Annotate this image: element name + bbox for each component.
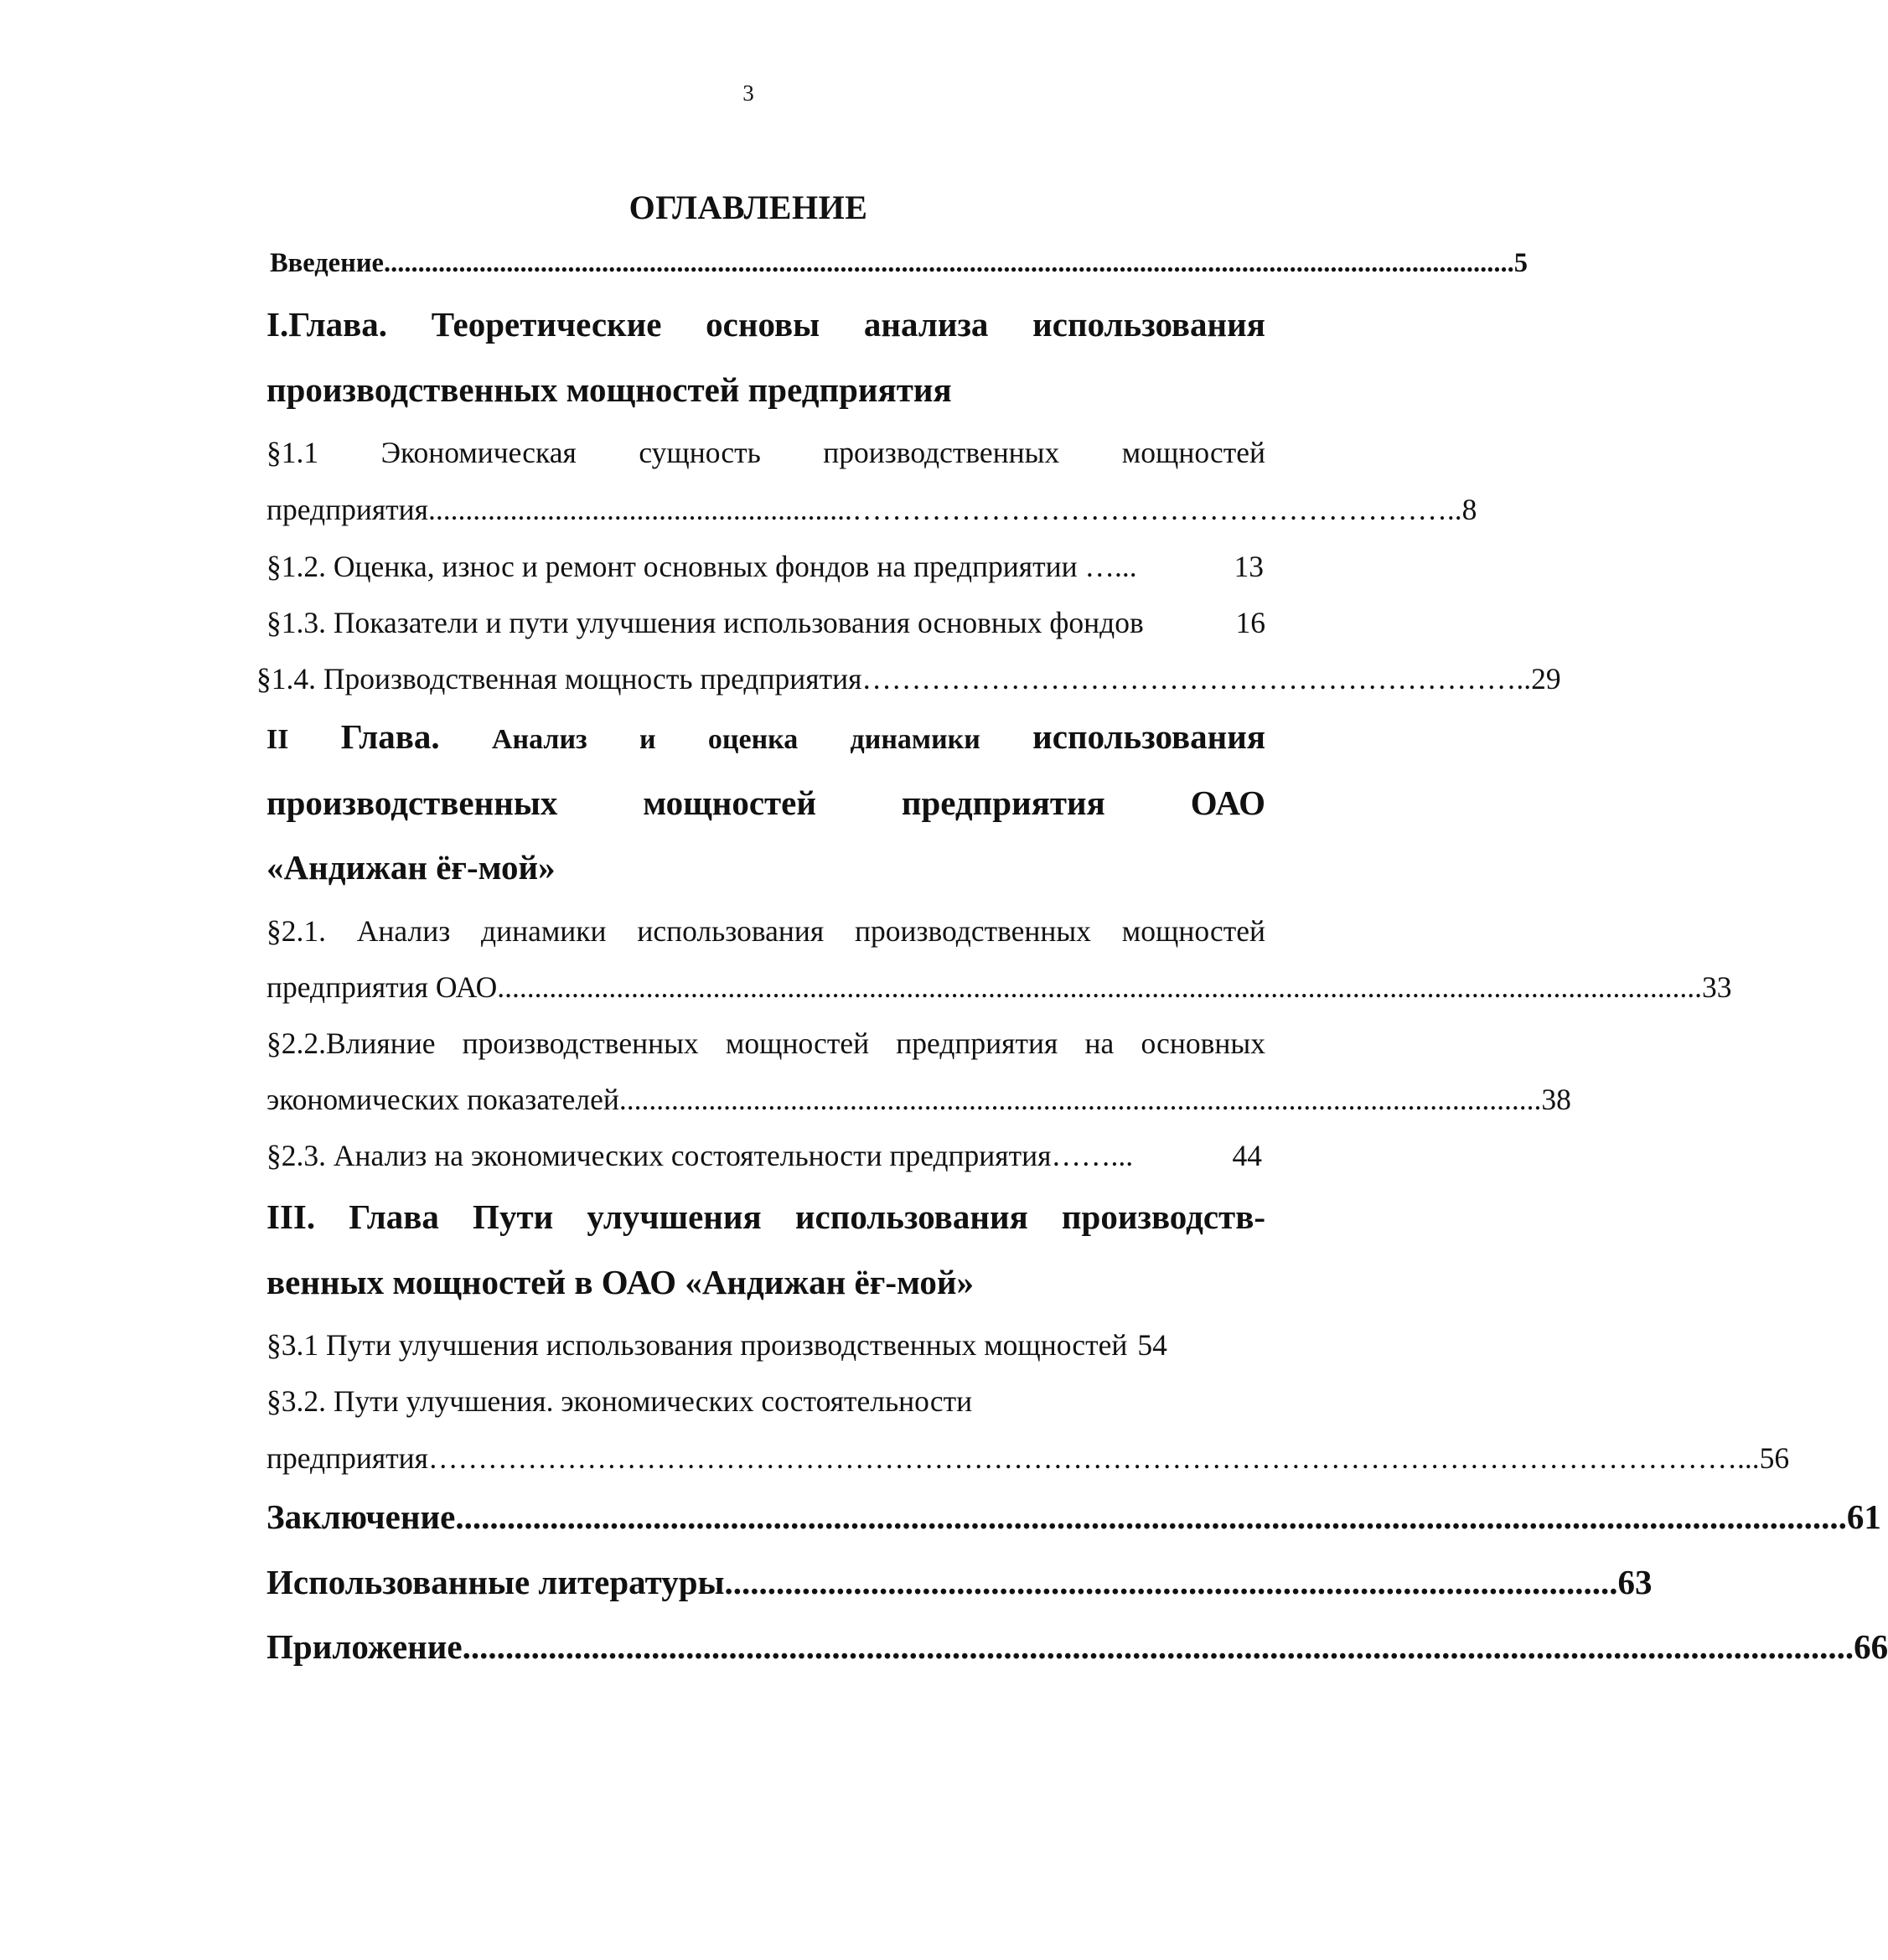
toc-chapter-2-word: Анализ [491, 724, 587, 755]
toc-section-1-1-line-2[interactable] [266, 492, 1477, 527]
toc-chapter-2-line-1[interactable] [266, 717, 1266, 756]
toc-section-2-3[interactable] [266, 1138, 1262, 1173]
toc-entry-conclusion[interactable] [266, 1497, 1881, 1537]
toc-page-number: 8 [1461, 493, 1477, 526]
toc-entry-text: Заключение [266, 1497, 456, 1536]
toc-chapter-1-line-2[interactable]: производственных мощностей предприятия [266, 370, 952, 409]
toc-dot-leader: .................................................................................................................................................................. [455, 1497, 1847, 1536]
toc-dot-leader: ........................................................................................................ [724, 1563, 1618, 1601]
toc-section-3-2-line-2[interactable] [266, 1440, 1790, 1476]
toc-entry-text: экономических показателей [266, 1083, 619, 1116]
toc-chapter-2-word: II [266, 724, 289, 755]
toc-dot-leader: ……………………………………………………………………………………………………………………... [428, 1441, 1760, 1475]
toc-entry-appendix[interactable] [266, 1626, 1888, 1667]
toc-page-number: 38 [1541, 1083, 1571, 1116]
toc-section-3-1[interactable] [266, 1327, 1265, 1363]
toc-entry-text: §1.2. Оценка, износ и ремонт основных фондов на предприятии …... [266, 550, 1137, 583]
toc-section-1-1-line-1[interactable]: §1.1 Экономическая сущность производственных мощностей [266, 436, 1265, 469]
toc-section-1-2[interactable] [266, 549, 1264, 584]
toc-dot-leader: .........................................................…………………………………………………….. [428, 493, 1462, 526]
toc-entry-text: §3.1 Пути улучшения использования производственных мощностей [266, 1328, 1128, 1362]
toc-entry-text: Использованные литературы [266, 1563, 725, 1601]
toc-entry-text: предприятия [266, 493, 429, 526]
toc-chapter-3-line-1[interactable]: III. Глава Пути улучшения использования производств- [266, 1197, 1265, 1236]
toc-entry-text: §1.4. Производственная мощность предприятия [256, 662, 862, 696]
toc-page-number: 44 [1232, 1139, 1262, 1172]
toc-chapter-2-word: оценка [707, 724, 799, 755]
toc-entry-text: Введение [270, 248, 384, 278]
toc-chapter-3-line-2[interactable]: венных мощностей в ОАО «Андижан ёғ-мой» [266, 1263, 975, 1301]
page-number: 3 [742, 80, 754, 106]
toc-dot-leader: .................................................................................................................................................................. [497, 970, 1703, 1004]
toc-entry-text: предприятия ОАО [266, 970, 498, 1004]
toc-page-number: 29 [1531, 662, 1561, 696]
toc-chapter-2-word: Глава. [340, 717, 440, 756]
toc-page-number: 63 [1617, 1563, 1653, 1601]
toc-page-number: 13 [1234, 550, 1264, 583]
toc-title: ОГЛАВЛЕНИЕ [628, 189, 868, 226]
toc-dot-leader: ............................................................................................................................ [618, 1083, 1542, 1116]
toc-section-2-1-line-2[interactable] [266, 970, 1732, 1005]
toc-entry-text: предприятия [266, 1441, 429, 1475]
toc-chapter-2-word: и [639, 724, 656, 755]
toc-chapter-2-word: использования [1032, 717, 1266, 756]
toc-section-2-2-line-1[interactable]: §2.2.Влияние производственных мощностей предприятия на основных [266, 1027, 1265, 1060]
toc-section-3-2-line-1[interactable]: §3.2. Пути улучшения. экономических состоятельности [266, 1384, 973, 1418]
toc-section-1-3[interactable] [266, 605, 1265, 640]
toc-page-number: 5 [1513, 248, 1528, 278]
toc-chapter-2-line-3[interactable]: «Андижан ёғ-мой» [266, 848, 556, 887]
toc-section-1-4[interactable] [256, 661, 1561, 696]
toc-page-number: 33 [1702, 970, 1732, 1004]
toc-entry-literature[interactable] [266, 1562, 1653, 1602]
toc-chapter-2-word: динамики [850, 724, 980, 755]
toc-page-number: 16 [1235, 606, 1265, 639]
toc-entry-text: §2.3. Анализ на экономических состоятельности предприятия……... [266, 1139, 1134, 1172]
toc-page-number: 54 [1137, 1328, 1167, 1362]
toc-dot-leader: ………………………………………………………….. [861, 662, 1532, 696]
toc-page-number: 66 [1854, 1627, 1888, 1666]
toc-entry-text: §1.3. Показатели и пути улучшения использования основных фондов [266, 606, 1144, 639]
toc-page-number: 56 [1759, 1441, 1790, 1475]
toc-dot-leader: ...................................................................................................................................................................... [383, 248, 1514, 278]
toc-chapter-1-line-1[interactable]: I.Глава. Теоретические основы анализа использования [266, 305, 1265, 344]
toc-page-number: 61 [1846, 1497, 1881, 1536]
toc-section-2-2-line-2[interactable] [266, 1082, 1571, 1117]
toc-chapter-2-line-2[interactable]: производственных мощностей предприятия ОАО [266, 783, 1265, 822]
toc-dot-leader: .................................................................................................................................................................. [462, 1627, 1854, 1666]
toc-entry-intro[interactable] [270, 248, 1528, 279]
toc-section-2-1-line-1[interactable]: §2.1. Анализ динамики использования производственных мощностей [266, 914, 1265, 948]
toc-entry-text: Приложение [266, 1627, 463, 1666]
